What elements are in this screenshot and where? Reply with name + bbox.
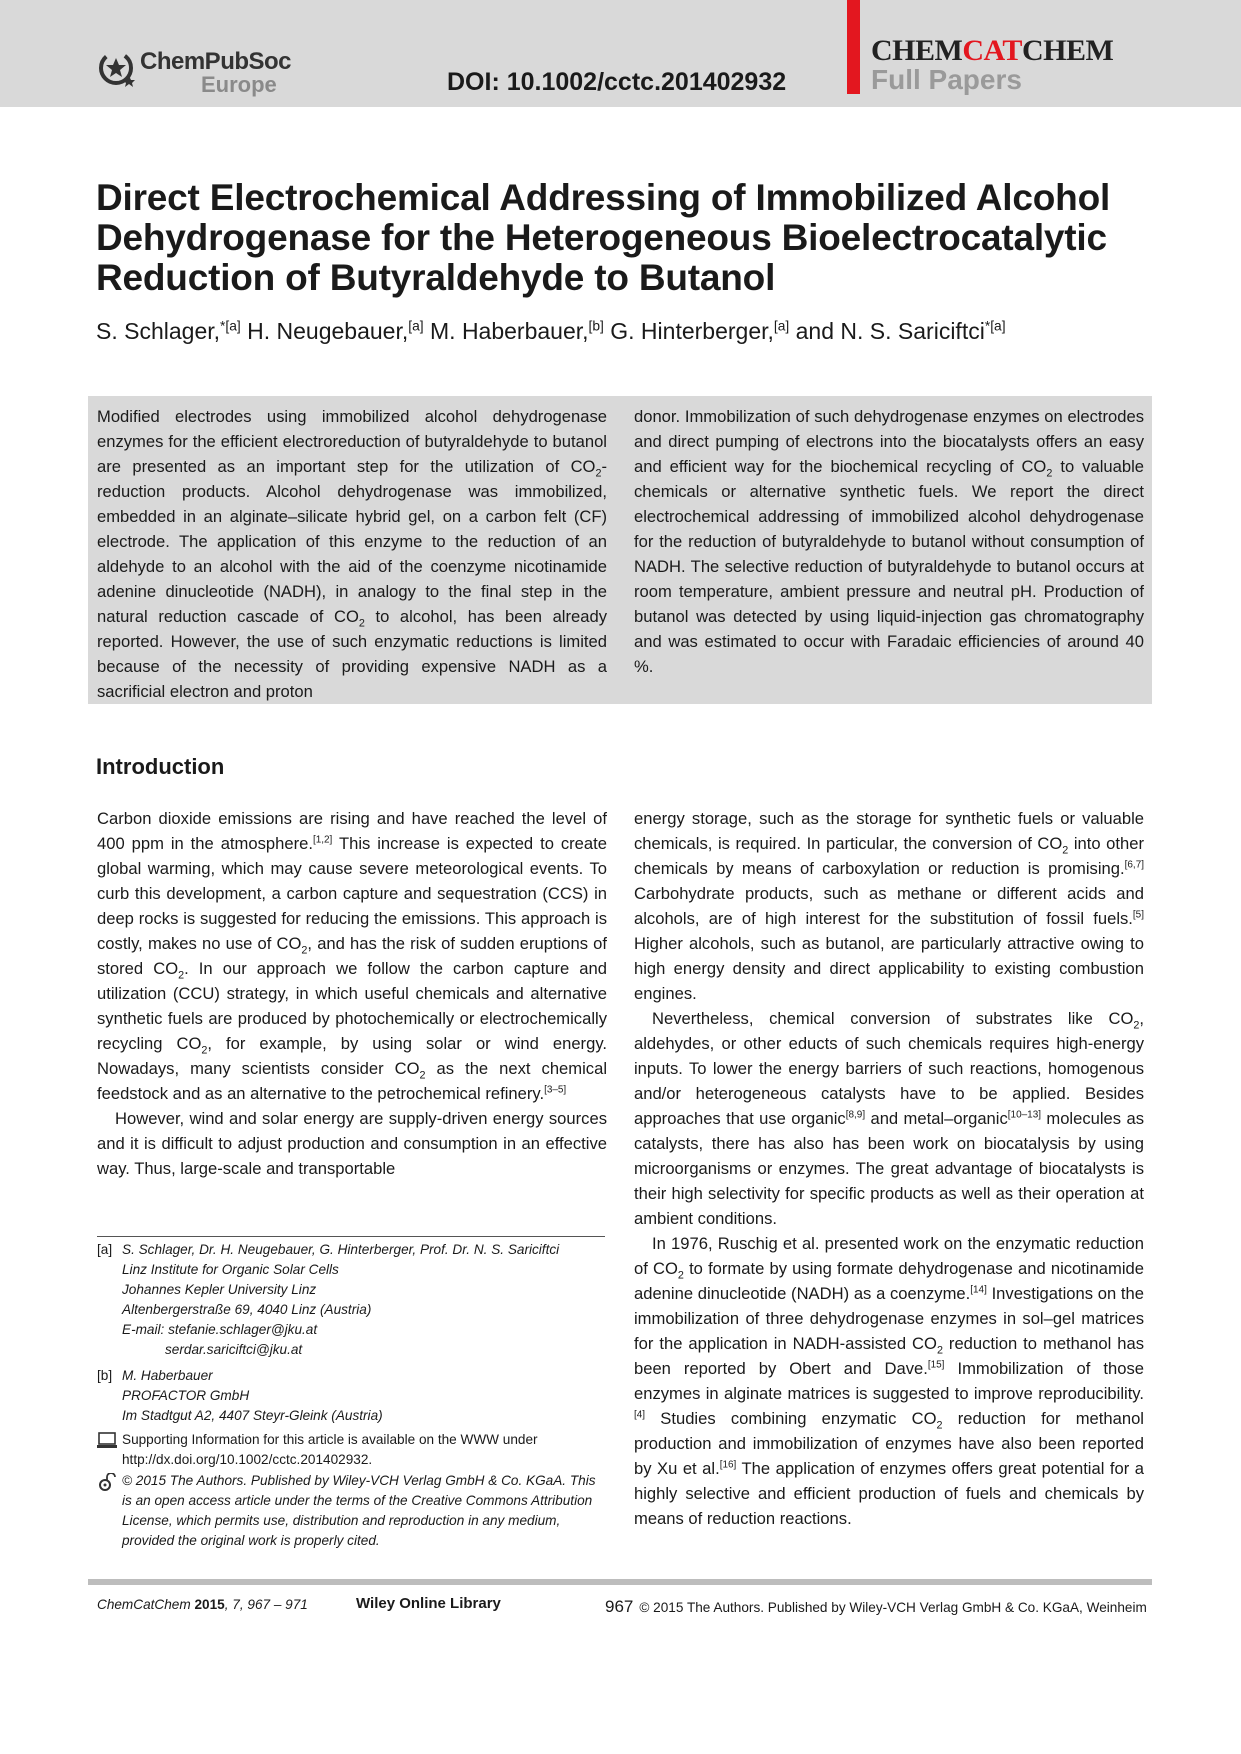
journal-name-a: CHEM — [871, 34, 963, 67]
footer-citation — [97, 1597, 308, 1612]
affiliation-line[interactable]: serdar.sariciftci@jku.at — [165, 1342, 303, 1357]
author-affiliation-mark: [b] — [588, 318, 604, 334]
text-run: 2 — [419, 1069, 426, 1082]
text-run: and metal–organic — [865, 1109, 1008, 1128]
publisher-name: ChemPubSoc — [140, 48, 292, 75]
affiliation-line: Johannes Kepler University Linz — [122, 1282, 317, 1297]
citation-ref[interactable]: [15] — [927, 1359, 945, 1371]
text-run: reduction for methanol production and immobilization of enzymes have also been reported by Xu et al. — [634, 1409, 1144, 1478]
author-name: H. Neugebauer, — [240, 318, 409, 344]
author-name: G. Hinterberger, — [603, 318, 774, 344]
text-run: Nevertheless, chemical conversion of substrates like CO — [652, 1009, 1134, 1028]
affiliation-line: Im Stadtgut A2, 4407 Steyr-Gleink (Austria) — [122, 1408, 383, 1423]
open-access-text: © 2015 The Authors. Published by Wiley-VCH Verlag GmbH & Co. KGaA. This is an open access article under the terms of the Creative Commons Attribution License, which permits use, distribution and reproduction in any medium, provided the original work is properly cited. — [122, 1473, 596, 1548]
chempubsoc-logo[interactable] — [96, 46, 296, 96]
page-number: 967 — [605, 1597, 634, 1616]
citation-ref[interactable]: [14] — [970, 1284, 987, 1296]
citation-ref[interactable]: [5] — [1132, 909, 1144, 921]
article-type: Full Papers — [871, 64, 1022, 95]
affiliation-b-label: [b] — [97, 1368, 113, 1383]
footer-copyright-text: © 2015 The Authors. Published by Wiley-VCH Verlag GmbH & Co. KGaA, Weinheim — [639, 1600, 1147, 1615]
affiliation-line[interactable]: E-mail: stefanie.schlager@jku.at — [122, 1322, 318, 1337]
supporting-info-note — [97, 1430, 607, 1470]
citation-ref[interactable]: [1,2] — [312, 834, 333, 846]
citation-ref[interactable]: [16] — [719, 1459, 737, 1471]
text-run: Studies combining enzymatic CO — [645, 1409, 937, 1428]
affiliation-a-label: [a] — [97, 1242, 113, 1257]
section-heading-introduction: Introduction — [96, 754, 225, 779]
body-paragraph — [634, 1231, 1144, 1531]
text-run: , aldehydes, or other educts of such chemicals requires high-energy inputs. To lower the energy barriers of such reactions, homogenous and/or heterogeneous catalysts have to be applied. Besides approaches that use organic — [634, 1009, 1144, 1128]
author-affiliation-mark: [a] — [408, 318, 424, 334]
affiliation-line: S. Schlager, Dr. H. Neugebauer, G. Hinterberger, Prof. Dr. N. S. Sariciftci — [122, 1242, 560, 1257]
author-list — [96, 318, 1156, 345]
open-lock-icon — [97, 1473, 117, 1491]
text-run: 2 — [595, 467, 602, 480]
text-run: Immobilization of those enzymes in alginate matrices is suggested to improve reproducibility. — [634, 1359, 1144, 1403]
body-paragraph — [634, 1006, 1144, 1231]
text-run: 2 — [936, 1419, 943, 1432]
footer-journal: ChemCatChem — [97, 1597, 191, 1612]
author-name: and N. S. Sariciftci — [789, 318, 985, 344]
text-run: However, wind and solar energy are supply-driven energy sources and it is difficult to adjust production and consumption in an effective way. Thus, large-scale and transportable — [97, 1109, 607, 1178]
author-name: S. Schlager, — [96, 318, 221, 344]
body-left-column — [97, 806, 607, 1181]
text-run: 2 — [178, 969, 185, 982]
author-name: M. Haberbauer, — [423, 318, 589, 344]
text-run: 2 — [677, 1269, 684, 1282]
abstract-left-column — [97, 404, 607, 704]
text-run: This increase is expected to create global warming, which may cause severe meteorological events. To curb this development, a carbon capture and sequestration (CCS) in deep rocks is suggested for reducing the emissions. This approach is costly, makes no use of CO — [97, 834, 607, 953]
text-run: , for example, by using solar or wind energy. Nowadays, many scientists consider CO — [97, 1034, 607, 1078]
journal-accent-bar — [847, 0, 860, 94]
text-run: Higher alcohols, such as butanol, are particularly attractive owing to high energy density and direct applicability to existing combustion engines. — [634, 934, 1144, 1003]
affiliation-b — [97, 1366, 607, 1426]
citation-ref[interactable]: [6,7] — [1124, 859, 1144, 871]
footer-volume-pages: , 7, 967 – 971 — [224, 1597, 308, 1612]
affiliation-line: M. Haberbauer — [122, 1368, 213, 1383]
article-title: Direct Electrochemical Addressing of Immobilized Alcohol Dehydrogenase for the Heterogeneous Bioelectrocatalytic Reduction of Butyraldehyde to Butanol — [96, 177, 1111, 298]
text-run: energy storage, such as the storage for synthetic fuels or valuable chemicals, is required. In particular, the conversion of CO — [634, 809, 1144, 853]
supporting-info-text[interactable]: Supporting Information for this article is available on the WWW under http://dx.doi.org/10.1002/cctc.201402932. — [122, 1432, 538, 1467]
journal-name-b: CAT — [962, 34, 1022, 67]
text-run: as the next chemical feedstock and as an alternative to the petrochemical refinery. — [97, 1059, 607, 1103]
affiliation-line: PROFACTOR GmbH — [122, 1388, 250, 1403]
wiley-online-library-link[interactable]: Wiley Online Library — [356, 1595, 501, 1612]
computer-icon — [97, 1432, 117, 1450]
journal-name — [871, 34, 1113, 68]
body-paragraph — [97, 1106, 607, 1181]
footnote-divider — [97, 1236, 605, 1237]
text-run: Modified electrodes using immobilized alcohol dehydrogenase enzymes for the efficient electroreduction of butyraldehyde to butanol are presented as an important step for the utilization of CO — [97, 407, 607, 476]
citation-ref[interactable]: [4] — [634, 1409, 646, 1421]
page-header — [0, 0, 1241, 107]
body-right-column — [634, 806, 1144, 1531]
text-run: 2 — [201, 1044, 208, 1057]
text-run: The application of enzymes offers great potential for a highly selective and efficient production of fuels and chemicals by means of reduction reactions. — [634, 1459, 1144, 1528]
author-affiliation-mark: *[a] — [984, 318, 1006, 334]
text-run: Investigations on the immobilization of three dehydrogenase enzymes in sol–gel matrices for the application in NADH-assisted CO — [634, 1284, 1144, 1353]
affiliation-a-body — [122, 1240, 607, 1360]
author-affiliation-mark: [a] — [773, 318, 790, 334]
abstract-right-column — [634, 404, 1144, 679]
text-run: In 1976, Ruschig et al. presented work on the enzymatic reduction of CO — [634, 1234, 1144, 1278]
text-run: into other chemicals by means of carboxylation or reduction is promising. — [634, 834, 1144, 878]
text-run: -reduction products. Alcohol dehydrogenase was immobilized, embedded in an alginate–silicate hybrid gel, on a carbon felt (CF) electrode. The application of this enzyme to the reduction of an aldehyde to an alcohol with the aid of the coenzyme nicotinamide adenine dinucleotide (NADH), in analogy to the final step in the natural reduction cascade of CO — [97, 457, 607, 626]
chempubsoc-star-icon — [96, 46, 138, 92]
affiliation-line: Linz Institute for Organic Solar Cells — [122, 1262, 339, 1277]
citation-ref[interactable]: [10–13] — [1007, 1109, 1041, 1121]
citation-ref[interactable]: [8,9] — [845, 1109, 866, 1121]
footer-copyright — [605, 1597, 1147, 1617]
text-run: , and has the risk of sudden eruptions of stored CO — [97, 934, 608, 978]
footer-year: 2015 — [194, 1597, 225, 1612]
text-run: 2 — [358, 617, 365, 630]
open-access-note — [97, 1471, 607, 1551]
publisher-region: Europe — [201, 72, 277, 97]
affiliation-line: Altenbergerstraße 69, 4040 Linz (Austria) — [122, 1302, 372, 1317]
text-run: reduction to methanol has been reported by Obert and Dave. — [634, 1334, 1145, 1378]
text-run: to alcohol, has been already reported. However, the use of such enzymatic reductions is limited because of the necessity of providing expensive NADH as a sacrificial electron and proton — [97, 607, 607, 701]
doi-label[interactable]: DOI: 10.1002/cctc.201402932 — [447, 68, 787, 96]
text-run: to valuable chemicals or alternative synthetic fuels. We report the direct electrochemical addressing of immobilized alcohol dehydrogenase for the reduction of butyraldehyde to butanol without consumption of NADH. The selective reduction of butyraldehyde to butanol occurs at room temperature, ambient pressure and neutral pH. Production of butanol was detected by using liquid-injection gas chromatography and was estimated to occur with Faradaic efficiencies of around 40 %. — [634, 457, 1144, 676]
text-run: molecules as catalysts, there has also has been work on biocatalysis by using microorganisms or enzymes. The great advantage of biocatalysts is their high selectivity for specific products as well as their operation at ambient conditions. — [634, 1109, 1144, 1228]
body-paragraph — [634, 806, 1144, 1006]
text-run: Carbon dioxide emissions are rising and have reached the level of 400 ppm in the atmosphere. — [97, 809, 607, 853]
author-affiliation-mark: *[a] — [220, 318, 241, 334]
text-run: 2 — [1062, 844, 1069, 857]
text-run: 2 — [936, 1344, 943, 1357]
text-run: donor. Immobilization of such dehydrogenase enzymes on electrodes and direct pumping of electrons into the biocatalysts offers an easy and efficient way for the biochemical recycling of CO — [634, 407, 1144, 476]
body-paragraph — [97, 806, 607, 1106]
text-run: to formate by using formate dehydrogenase and nicotinamide adenine dinucleotide (NADH) as a coenzyme. — [634, 1259, 1145, 1303]
text-run: . In our approach we follow the carbon capture and utilization (CCU) strategy, in which useful chemicals and alternative synthetic fuels are produced by photochemically or electrochemically recycling CO — [97, 959, 607, 1053]
text-run: Carbohydrate products, such as methane or different acids and alcohols, are of high interest for the substitution of fossil fuels. — [634, 884, 1144, 928]
journal-name-c: CHEM — [1021, 34, 1114, 67]
text-run: 2 — [1046, 467, 1053, 480]
affiliation-a — [97, 1240, 607, 1360]
footer-divider — [88, 1579, 1152, 1585]
text-run: 2 — [1133, 1019, 1140, 1032]
citation-ref[interactable]: [3–5] — [544, 1084, 567, 1096]
text-run: 2 — [301, 944, 308, 957]
affiliation-b-body — [122, 1366, 607, 1426]
